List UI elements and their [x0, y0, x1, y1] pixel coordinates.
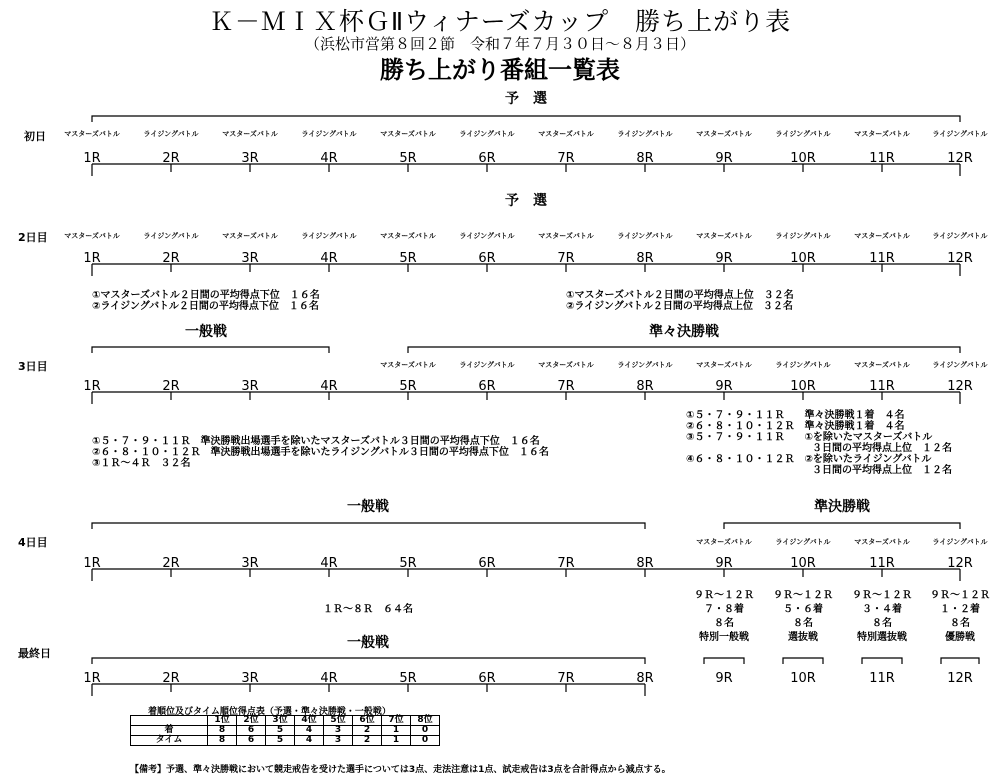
event-label: ライジングバトル [775, 130, 831, 138]
table-cell: 0 [411, 736, 440, 746]
final-group-championship [930, 589, 990, 645]
day3-note: ②６・８・１０・１２Ｒ 準々決勝戦１着 ４名 [686, 421, 905, 432]
event-label: マスターズバトル [696, 361, 752, 369]
race-number: 6R [478, 151, 496, 166]
day1-label: 初日 [24, 130, 46, 143]
race-number: 11R [869, 151, 895, 166]
event-label: マスターズバトル [538, 232, 594, 240]
final-place: １・２着 [940, 604, 980, 615]
table-cell: 5 [266, 736, 295, 746]
day2-note: ①マスターズバトル２日間の平均得点上位 ３２名 [566, 290, 794, 301]
day3-note: ④６・８・１０・１２Ｒ ②を除いたライジングバトル [686, 454, 932, 465]
page-title: Ｋ－ＭＩＸ杯ＧⅡウィナーズカップ 勝ち上がり表 [208, 7, 792, 36]
remark-note: 【備考】予選、準々決勝戦において競走戒告を受けた選手については3点、走法注意は1点、試走戒告は3点を合計得点から減点する。 [130, 765, 671, 775]
race-number: 6R [478, 379, 496, 394]
final-name: 選抜戦 [788, 632, 818, 643]
table-cell: 2 [353, 726, 382, 736]
day3-note: ③１Ｒ～４Ｒ ３２名 [92, 458, 191, 469]
final-range: ９Ｒ～１２Ｒ [694, 590, 754, 601]
day3-note: ②６・８・１０・１２Ｒ 準決勝戦出場選手を除いたライジングバトル３日間の平均得点下位 １６名 [92, 447, 549, 458]
table-cell: 6 [237, 726, 266, 736]
race-number: 5R [399, 556, 417, 571]
event-label: マスターズバトル [64, 232, 120, 240]
page-subtitle: （浜松市営第８回２節 令和７年７月３０日～８月３日） [304, 35, 695, 53]
row-label: タイム [131, 736, 208, 746]
final-range: ９Ｒ～１２Ｒ [930, 590, 990, 601]
race-number: 3R [241, 556, 259, 571]
day3-label: 3日目 [18, 360, 48, 373]
final-name: 優勝戦 [945, 632, 975, 643]
day3-note: ３日間の平均得点上位 １２名 [812, 443, 952, 454]
day2-note: ②ライジングバトル２日間の平均得点上位 ３２名 [566, 301, 793, 312]
event-label: マスターズバトル [854, 538, 910, 546]
race-number: 9R [715, 556, 733, 571]
final-count: ８名 [793, 618, 813, 629]
day4-section-semifinal: 準決勝戦 [814, 499, 870, 515]
event-label: ライジングバトル [143, 232, 199, 240]
event-label: マスターズバトル [380, 130, 436, 138]
event-label: ライジングバトル [459, 361, 515, 369]
table-cell: 3 [324, 736, 353, 746]
event-label: ライジングバトル [932, 538, 988, 546]
table-cell: 8 [208, 726, 237, 736]
table-cell: 6 [237, 736, 266, 746]
race-number: 12R [947, 251, 973, 266]
day3-note: ③５・７・９・１１Ｒ ①を除いたマスターズバトル [686, 432, 933, 443]
event-label: ライジングバトル [932, 361, 988, 369]
event-label: マスターズバトル [222, 232, 278, 240]
event-label: ライジングバトル [459, 130, 515, 138]
race-number: 2R [162, 251, 180, 266]
event-label: ライジングバトル [932, 232, 988, 240]
race-number: 10R [790, 151, 816, 166]
points-table-header [131, 716, 440, 726]
day3-section-quarterfinal: 準々決勝戦 [649, 324, 719, 340]
table-corner [131, 716, 208, 726]
race-number: 5R [399, 379, 417, 394]
race-number: 8R [636, 556, 654, 571]
race-number: 4R [320, 151, 338, 166]
race-number: 9R [715, 671, 733, 686]
race-number: 11R [869, 556, 895, 571]
race-number: 5R [399, 671, 417, 686]
race-number: 4R [320, 379, 338, 394]
race-number: 5R [399, 251, 417, 266]
day3-note: ３日間の平均得点上位 １２名 [812, 465, 952, 476]
race-number: 7R [557, 671, 575, 686]
race-number: 10R [790, 379, 816, 394]
day3-note: ①５・７・９・１１Ｒ 準決勝戦出場選手を除いたマスターズバトル３日間の平均得点下位 １６名 [92, 436, 540, 447]
event-label: ライジングバトル [143, 130, 199, 138]
race-number: 9R [715, 151, 733, 166]
event-label: ライジングバトル [301, 130, 357, 138]
day2-notes-left [92, 290, 320, 312]
table-cell: 4 [295, 726, 324, 736]
table-header: 4位 [295, 716, 324, 726]
race-number: 3R [241, 671, 259, 686]
day2-label: 2日目 [18, 231, 48, 244]
event-label: マスターズバトル [222, 130, 278, 138]
event-label: マスターズバトル [538, 361, 594, 369]
table-header: 5位 [324, 716, 353, 726]
race-number: 3R [241, 379, 259, 394]
day3-notes-left [92, 436, 549, 469]
final-range: ９Ｒ～１２Ｒ [852, 590, 912, 601]
final-place: ５・６着 [783, 604, 823, 615]
race-number: 12R [947, 671, 973, 686]
race-number: 4R [320, 251, 338, 266]
event-label: ライジングバトル [301, 232, 357, 240]
race-number: 8R [636, 671, 654, 686]
table-header: 7位 [382, 716, 411, 726]
table-cell: 3 [324, 726, 353, 736]
event-label: ライジングバトル [932, 130, 988, 138]
race-number: 7R [557, 556, 575, 571]
day2-note: ②ライジングバトル２日間の平均得点下位 １６名 [92, 301, 319, 312]
race-number: 8R [636, 251, 654, 266]
day2-note: ①マスターズバトル２日間の平均得点下位 １６名 [92, 290, 320, 301]
race-number: 10R [790, 671, 816, 686]
final-count: ８名 [872, 618, 892, 629]
race-number: 2R [162, 379, 180, 394]
race-number: 2R [162, 671, 180, 686]
table-header: 6位 [353, 716, 382, 726]
race-number: 8R [636, 379, 654, 394]
race-number: 11R [869, 251, 895, 266]
points-table [130, 715, 440, 746]
event-label: マスターズバトル [696, 232, 752, 240]
race-number: 11R [869, 379, 895, 394]
points-table-caption: 着順位及びタイム順位得点表（予選・準々決勝戦・一般戦） [148, 707, 391, 717]
final-group-special-selection [852, 589, 912, 645]
final-name: 特別一般戦 [699, 632, 749, 643]
event-label: マスターズバトル [854, 130, 910, 138]
page-heading: 勝ち上がり番組一覧表 [380, 56, 620, 84]
event-label: ライジングバトル [617, 232, 673, 240]
table-cell: 1 [382, 736, 411, 746]
event-label: ライジングバトル [775, 361, 831, 369]
table-cell: 4 [295, 736, 324, 746]
day5-section-general: 一般戦 [347, 635, 389, 651]
table-cell: 0 [411, 726, 440, 736]
event-label: マスターズバトル [696, 538, 752, 546]
table-cell: 8 [208, 736, 237, 746]
day4-note-general: １Ｒ～８Ｒ ６４名 [323, 604, 413, 615]
table-row [131, 736, 440, 746]
final-name: 特別選抜戦 [857, 632, 907, 643]
race-number: 11R [869, 671, 895, 686]
event-label: ライジングバトル [617, 130, 673, 138]
final-place: ７・８着 [704, 604, 744, 615]
race-number: 6R [478, 251, 496, 266]
final-range: ９Ｒ～１２Ｒ [773, 590, 833, 601]
table-row [131, 726, 440, 736]
table-header: 1位 [208, 716, 237, 726]
event-label: ライジングバトル [775, 232, 831, 240]
day2-notes-right [566, 290, 794, 312]
table-cell: 1 [382, 726, 411, 736]
event-label: マスターズバトル [380, 232, 436, 240]
race-number: 1R [83, 556, 101, 571]
row-label: 着 [131, 726, 208, 736]
event-label: マスターズバトル [64, 130, 120, 138]
race-number: 10R [790, 556, 816, 571]
table-cell: 5 [266, 726, 295, 736]
race-number: 7R [557, 151, 575, 166]
event-label: ライジングバトル [617, 361, 673, 369]
final-place: ３・４着 [862, 604, 902, 615]
table-header: 3位 [266, 716, 295, 726]
day2-section: 予 選 [505, 193, 547, 209]
table-cell: 2 [353, 736, 382, 746]
race-number: 10R [790, 251, 816, 266]
race-number: 9R [715, 251, 733, 266]
race-number: 4R [320, 556, 338, 571]
day5-label: 最終日 [18, 647, 51, 660]
day3-section-general: 一般戦 [185, 324, 227, 340]
race-number: 4R [320, 671, 338, 686]
race-number: 1R [83, 671, 101, 686]
race-number: 6R [478, 556, 496, 571]
event-label: マスターズバトル [380, 361, 436, 369]
day4-label: 4日目 [18, 536, 48, 549]
final-group-selection [773, 589, 833, 645]
race-number: 2R [162, 151, 180, 166]
event-label: マスターズバトル [696, 130, 752, 138]
race-number: 5R [399, 151, 417, 166]
race-number: 12R [947, 379, 973, 394]
race-number: 9R [715, 379, 733, 394]
race-number: 8R [636, 151, 654, 166]
final-group-special-general [694, 589, 754, 645]
event-label: マスターズバトル [854, 232, 910, 240]
race-number: 7R [557, 379, 575, 394]
day3-notes-right [686, 410, 952, 476]
event-label: ライジングバトル [459, 232, 515, 240]
day1-section: 予 選 [505, 91, 547, 107]
race-number: 6R [478, 671, 496, 686]
table-header: 8位 [411, 716, 440, 726]
race-number: 7R [557, 251, 575, 266]
race-number: 1R [83, 251, 101, 266]
race-number: 3R [241, 251, 259, 266]
race-number: 2R [162, 556, 180, 571]
race-number: 1R [83, 379, 101, 394]
day4-section-general: 一般戦 [347, 499, 389, 515]
race-number: 12R [947, 556, 973, 571]
day3-note: ①５・７・９・１１Ｒ 準々決勝戦１着 ４名 [686, 410, 905, 421]
race-number: 1R [83, 151, 101, 166]
event-label: マスターズバトル [538, 130, 594, 138]
race-number: 12R [947, 151, 973, 166]
final-count: ８名 [714, 618, 734, 629]
race-number: 3R [241, 151, 259, 166]
table-header: 2位 [237, 716, 266, 726]
event-label: ライジングバトル [775, 538, 831, 546]
final-count: ８名 [950, 618, 970, 629]
event-label: マスターズバトル [854, 361, 910, 369]
